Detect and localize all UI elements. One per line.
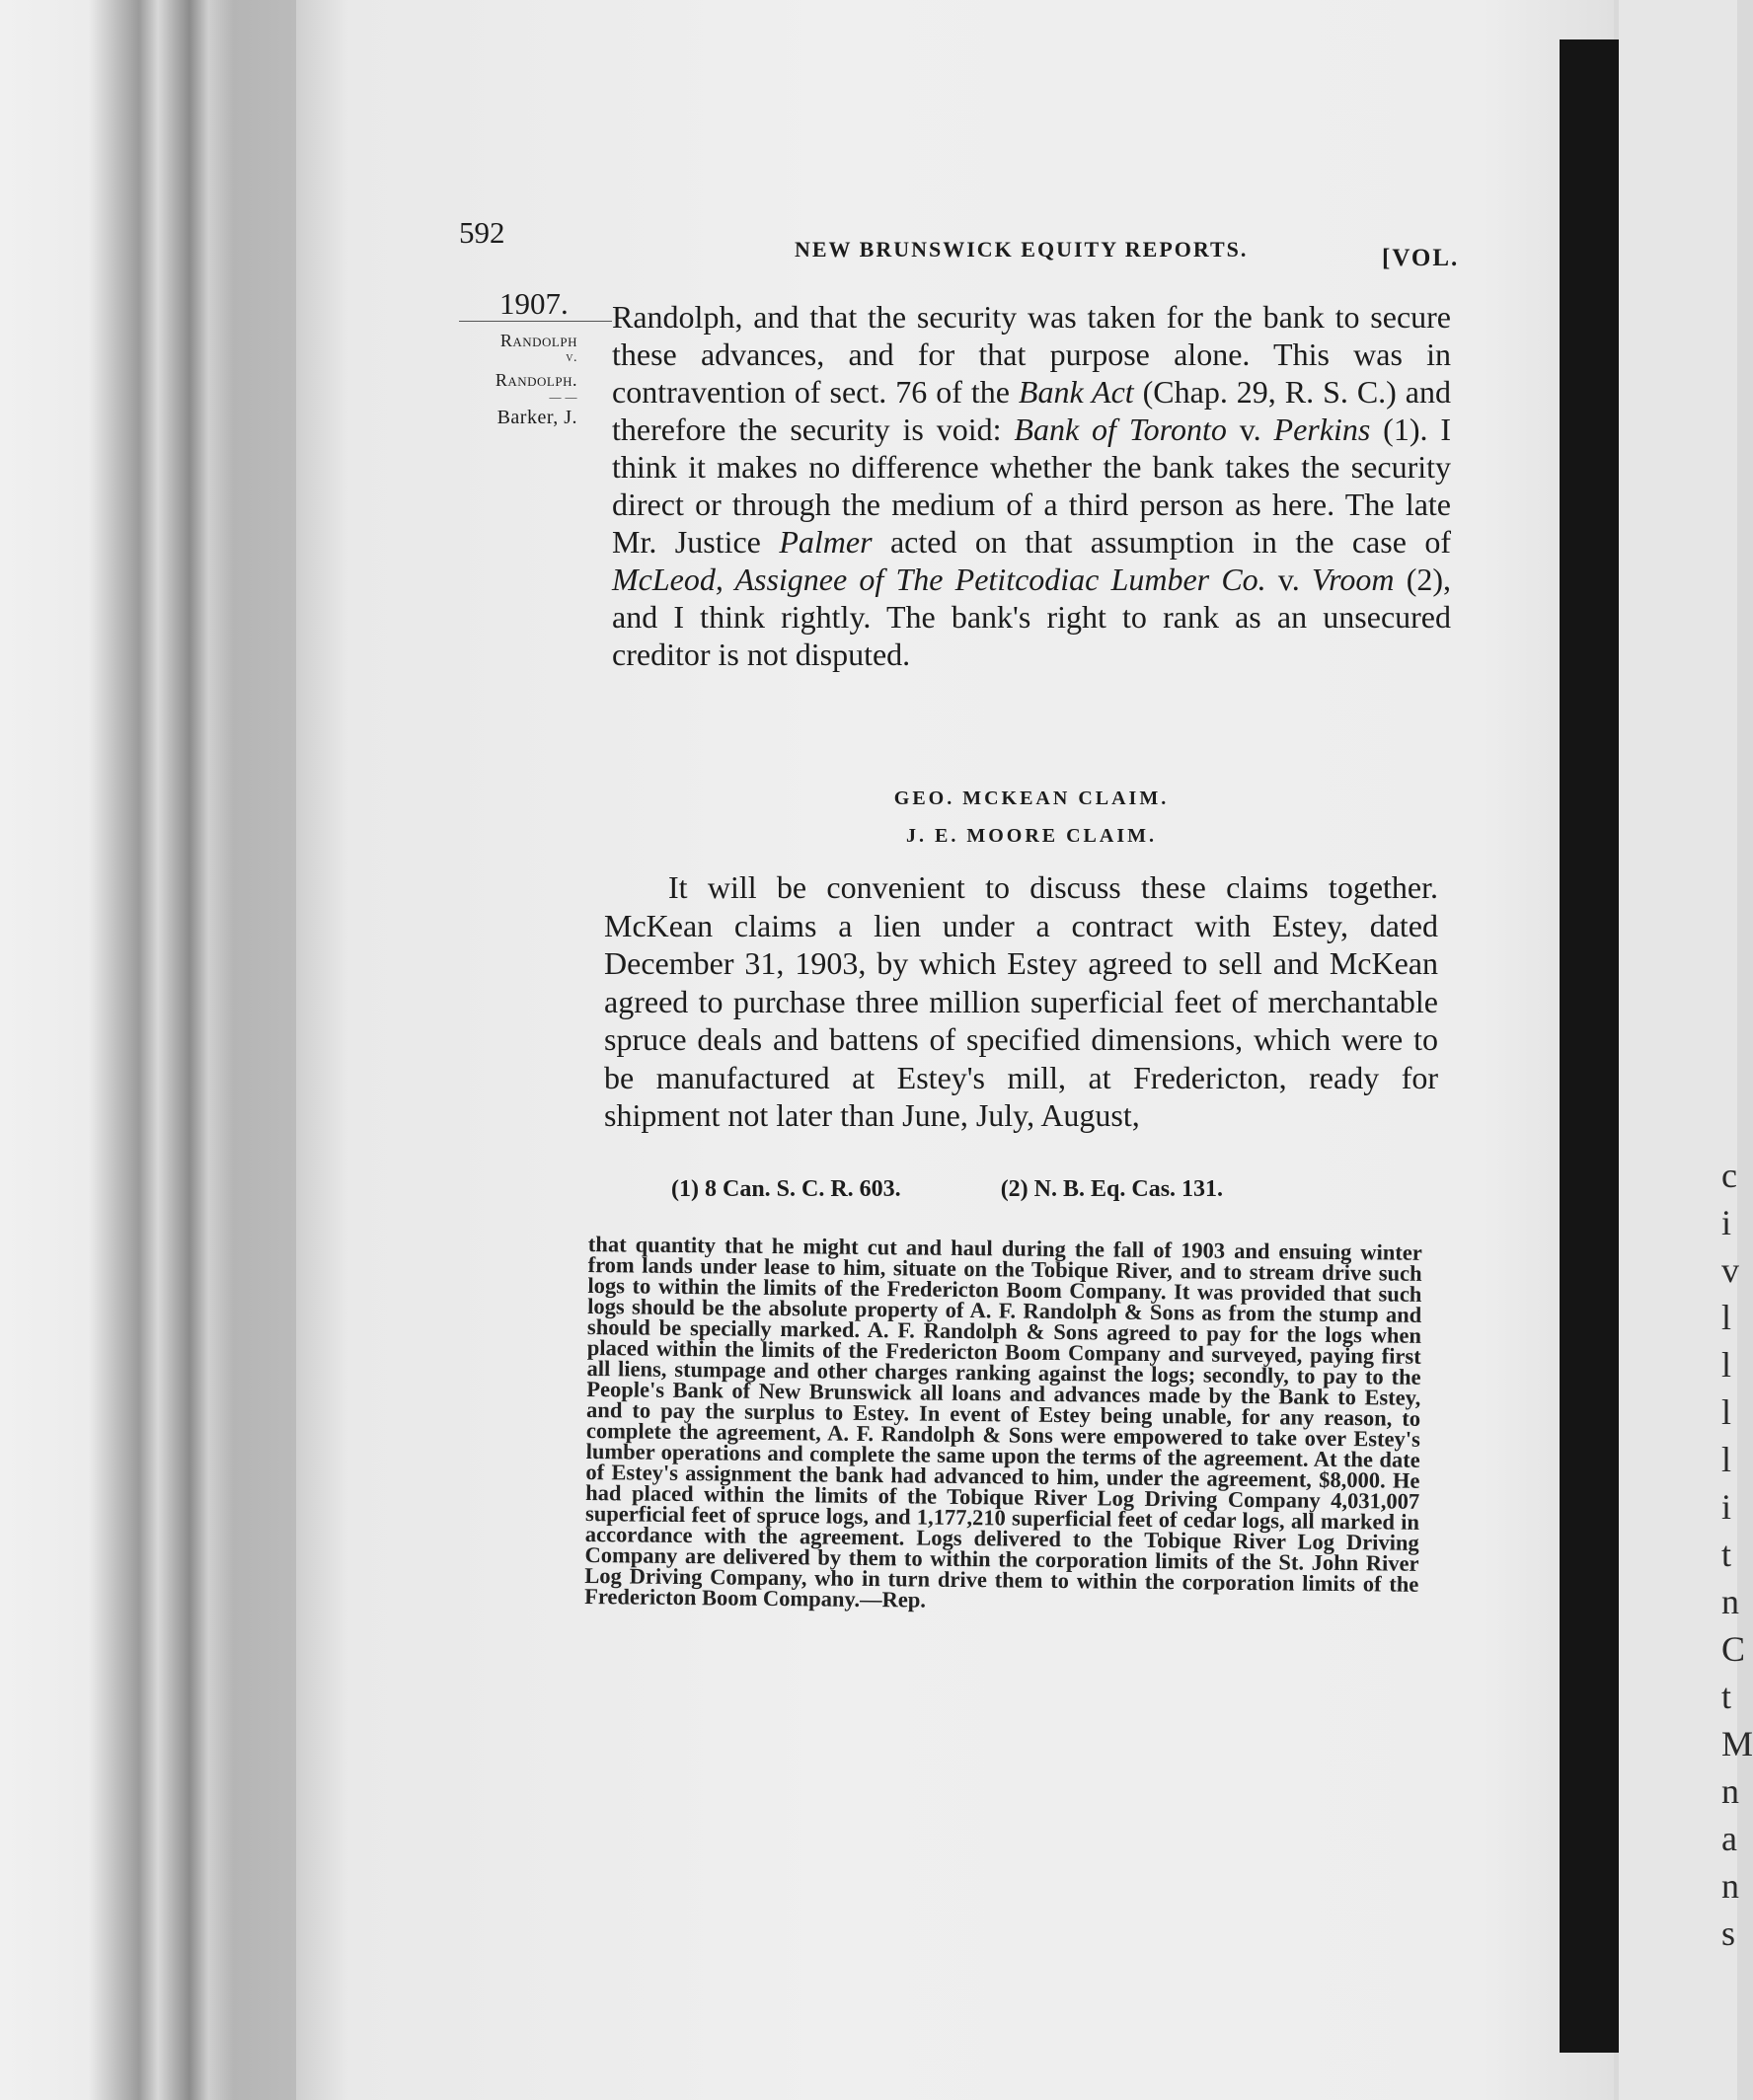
facing-page-letter: i [1721,1203,1732,1242]
footnote-1: (1) 8 Can. S. C. R. 603. [671,1176,901,1202]
margin-case-plaintiff: Randolph [499,331,577,350]
text-run: (Chap. 29, R. S. C.) and therefore the security is void: [612,374,1452,447]
facing-page-letter: l [1721,1440,1732,1479]
facing-page-letter: v [1721,1250,1739,1290]
facing-page-fragment [1619,0,1753,2100]
italic-run: Vroom [1311,562,1395,597]
footnotes [671,1176,1317,1203]
facing-page-letter: s [1721,1913,1736,1953]
running-head: NEW BRUNSWICK EQUITY REPORTS. [795,237,1249,262]
margin-case-defendant: Randolph. [495,370,577,390]
facing-page-letter: C [1721,1629,1746,1669]
facing-page-letter: c [1721,1156,1737,1195]
text-run: (2), and I think rightly. The bank's right to rank as an unsecured creditor is not disputed. [612,562,1452,672]
facing-page-letter: n [1721,1866,1739,1906]
reporter-note-text: that quantity that he might cut and haul during the fall of 1903 and ensuing winter from lands under lease to him, situate on the Tobique River, and to stream drive such logs to within the limits of the Fredericton Boom Company. It was provided that such logs should be the absolute property of A. F. Randolph & Sons as from the stump and should be specially marked. A. F. Randolph & Sons agreed to pay for the logs when placed within the limits of the Fredericton Boom Company and surveyed, paying first all liens, stumpage and other charges ranking against the logs; secondly, to pay to the People's Bank of New Brunswick all loans and advances made by the Bank to Estey, and to pay the surplus to Estey. In event of Estey being unable, for any reason, to complete the agreement, A. F. Randolph & Sons were empowered to take over Estey's lumber operations and complete the same upon the terms of the agreement. At the date of Estey's assignment the bank had advanced to him, under the agreement, $8,000. He had placed within the limits of the Tobique River Log Driving Company 4,031,007 superficial feet of spruce logs, and 1,177,210 superficial feet of cedar logs, all marked in accordance with the agreement. Logs delivered to the Tobique River Log Driving Company are delivered by them to within the corporation limits of the St. John River Log Driving Company, who in turn drive them to within the corporation limits of the Fredericton Boom Company.—Rep. [584,1232,1422,1612]
claims-paragraph [604,868,1438,1135]
facing-page-letter: t [1721,1677,1732,1716]
italic-run: Bank Act [1018,374,1134,410]
opening-paragraph [612,298,1451,673]
facing-page-letter: M [1721,1724,1753,1763]
italic-run: Perkins [1273,412,1371,447]
claims-paragraph-text: It will be convenient to discuss these claims together. McKean claims a lien under a contract with Estey, dated December 31, 1903, by which Estey agreed to sell and McKean agreed to purchase three million superficial feet of merchantable spruce deals and battens of specified dimensions, which were to be manufactured at Estey's mill, at Fredericton, ready for shipment not later than June, July, August, [604,869,1438,1133]
margin-rule [459,321,612,322]
page-number: 592 [459,215,505,250]
italic-run: Bank of Toronto [1014,412,1227,447]
facing-page-letter: a [1721,1819,1737,1858]
margin-year: 1907. [499,286,569,321]
heading-mckean-claim: GEO. MCKEAN CLAIM. [893,788,1170,809]
text-run: acted on that assumption in the case of [872,524,1452,560]
facing-page-letter: n [1721,1582,1739,1621]
claim-headings [612,788,1451,866]
facing-page-letter: n [1721,1771,1739,1811]
facing-page-letter: t [1721,1535,1732,1574]
text-run: Randolph, and that the security was taken for the bank to secure these advances, and for that purpose alone. This was in contravention of sect. 76 of the [612,299,1451,410]
margin-case-v: v. [566,350,577,365]
footnote-2: (2) N. B. Eq. Cas. 131. [1000,1176,1224,1202]
facing-page-letter: l [1721,1392,1732,1432]
text-run: (1). I think it makes no difference whether the bank takes the security direct or through the medium of a third person as here. The late Mr. Justice [612,412,1452,560]
margin-judge: Barker, J. [496,407,577,428]
heading-moore-claim: J. E. MOORE CLAIM. [906,825,1157,847]
italic-run: McLeod, Assignee of The Petitcodiac Lumber Co. [612,562,1266,597]
reporter-note [584,1234,1422,1615]
italic-run: Palmer [779,524,873,560]
facing-page-letter: l [1721,1298,1732,1337]
margin-dash: — — [549,390,577,404]
facing-page-letter: i [1721,1487,1732,1527]
text-run: v. [1226,412,1274,447]
text-run: v. [1265,562,1312,597]
book-gutter-shadow [1560,39,1619,2053]
volume-marker: [VOL. [1382,245,1460,271]
book-page-edges [0,0,316,2100]
facing-page-letter: l [1721,1345,1732,1385]
